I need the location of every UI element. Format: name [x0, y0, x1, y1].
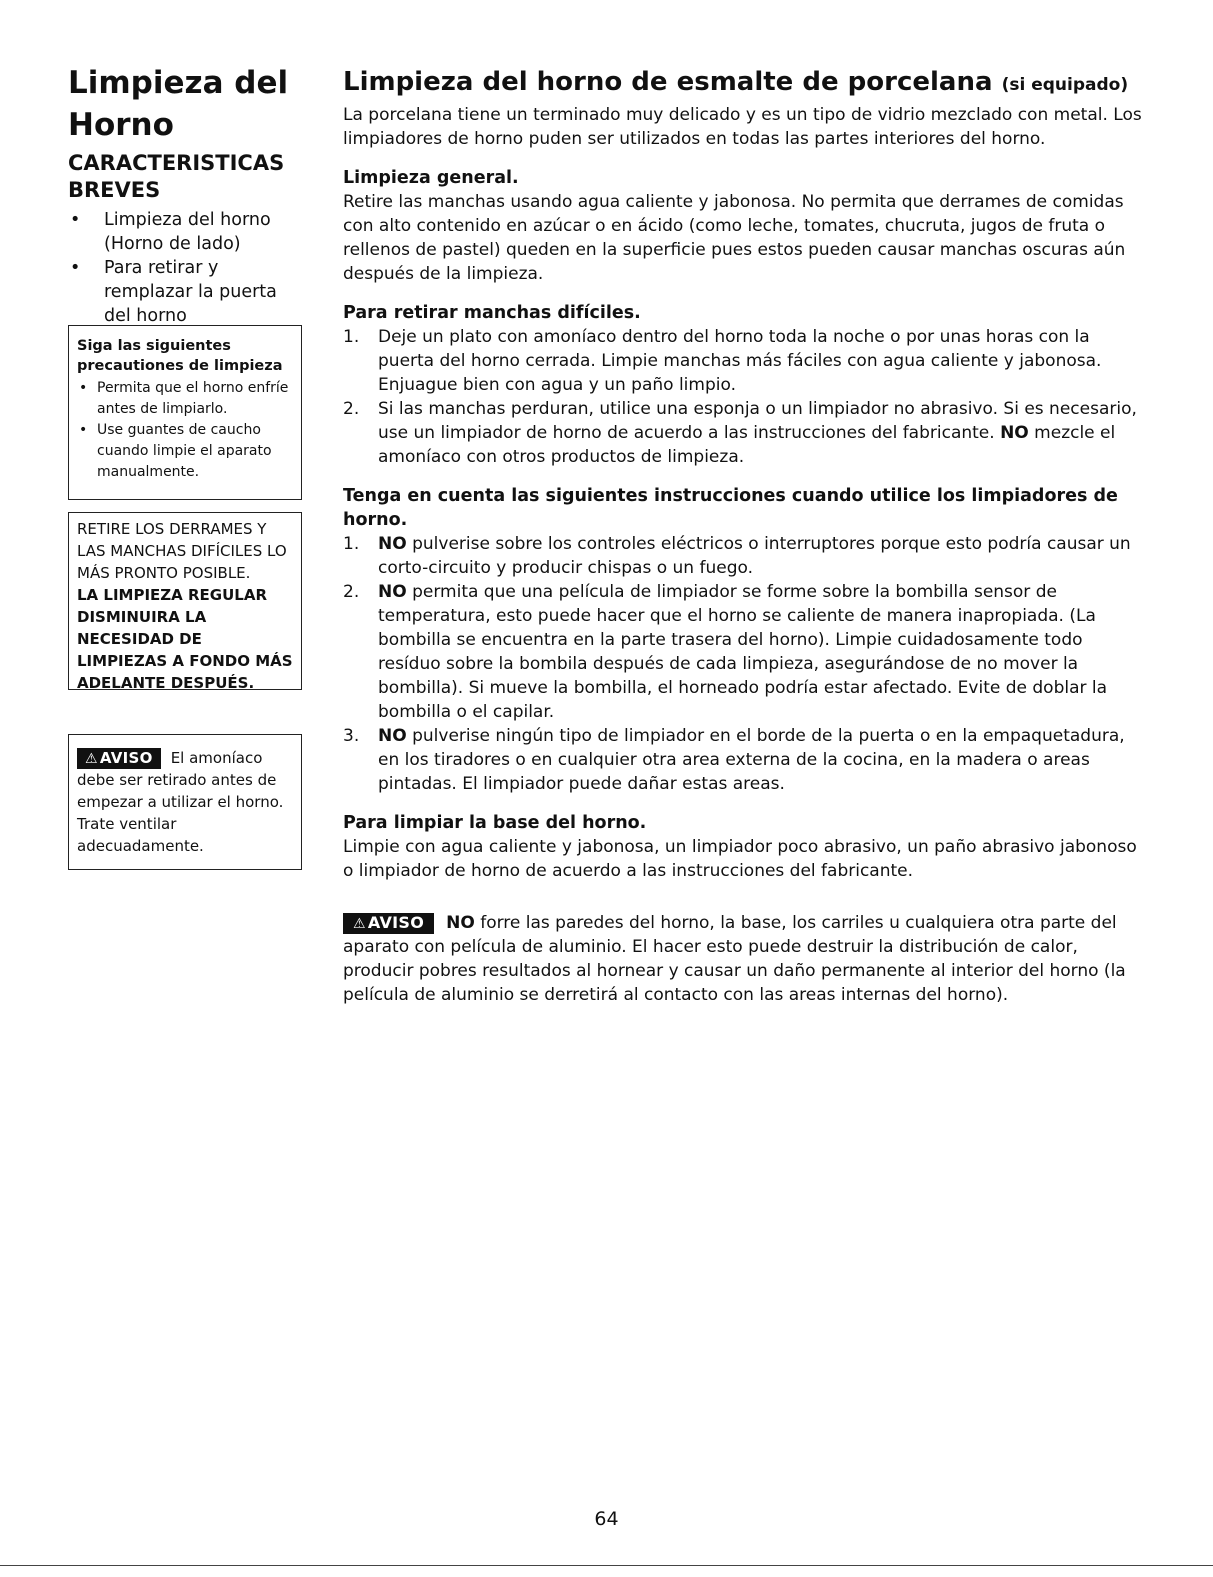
precautions-title: Siga las siguientes precautiones de limpieza [77, 338, 283, 374]
precautions-list [77, 378, 293, 483]
precautions-box [68, 325, 302, 500]
main-title-qualifier: (si equipado) [1001, 75, 1129, 95]
list-item [343, 724, 1148, 796]
features-heading-line1: CARACTERISTICAS [68, 151, 285, 175]
section-title [68, 62, 302, 146]
general-cleaning-text: Retire las manchas usando agua caliente y jabonosa. No permita que derrames de comidas con alto contenido en azúcar o en ácido (como leche, tomates, chucruta, jugos de fruta o rellenos de pastel) queden en la superficie pues estos pueden causar manchas oscuras aún después de la limpieza. [343, 192, 1126, 284]
main-title-text: Limpieza del horno de esmalte de porcelana [343, 67, 993, 97]
main-column [343, 66, 1148, 1007]
spills-note-emphasis: LA LIMPIEZA REGULAR DISMINUIRA LA NECESIDAD DE LIMPIEZAS A FONDO MÁS ADELANTE DESPUÉS. [77, 586, 293, 692]
list-number: 3. [343, 726, 360, 746]
features-heading [68, 150, 302, 204]
spills-note-text: RETIRE LOS DERRAMES Y LAS MANCHAS DIFÍCILES LO MÁS PRONTO POSIBLE. [77, 520, 287, 582]
list-number: 2. [343, 582, 360, 602]
features-heading-line2: BREVES [68, 178, 161, 202]
list-emphasis: NO [1000, 423, 1029, 443]
list-item [343, 325, 1148, 397]
page-bottom-rule [0, 1565, 1213, 1566]
aviso-label: AVISO [367, 913, 425, 932]
warning-emphasis: NO [446, 913, 475, 933]
aluminum-warning [343, 911, 1148, 1007]
feature-item: • Limpieza del horno (Horno de lado) [68, 208, 302, 256]
section-title-line1: Limpieza del [68, 65, 289, 101]
warning-text: forre las paredes del horno, la base, los carriles u cualquiera otra parte del aparato con película de aluminio. El hacer esto puede destruir la distribución de calor, producir pobres resultados al hornear y causar un daño permanente al interior del horno (la película de aluminio se derretirá al contacto con las areas internas del horno). [343, 913, 1126, 1005]
list-text: permita que una película de limpiador se forme sobre la bombilla sensor de temperatura, esto puede hacer que el horno se caliente de manera inapropiada. (La bombilla se encuentra en la parte trasera del horno). Limpie cuidadosamente todo resíduo sobre la bombila después de cada limpieza, asegurándose de no mover la bombilla). Si mueve la bombilla, el horneado podría estar afectado. Evite de doblar la bombilla o el capilar. [378, 582, 1108, 722]
aviso-badge [77, 748, 161, 769]
feature-item: • Para retirar y remplazar la puerta del horno [68, 256, 302, 328]
list-number: 1. [343, 327, 360, 347]
list-text: mezcle el amoníaco con otros productos de limpieza. [378, 423, 1116, 467]
list-emphasis: NO [378, 726, 407, 746]
general-cleaning-heading: Limpieza general. [343, 168, 519, 188]
instructions-list [343, 532, 1148, 796]
list-item [343, 397, 1148, 469]
list-number: 2. [343, 399, 360, 419]
difficult-stains-list [343, 325, 1148, 469]
left-column [68, 62, 302, 328]
list-text: pulverise sobre los controles eléctricos o interruptores porque esto podría causar un corto-circuito y producir chispas o un fuego. [378, 534, 1131, 578]
ammonia-warning-box [68, 734, 302, 870]
list-emphasis: NO [378, 582, 407, 602]
list-text: pulverise ningún tipo de limpiador en el borde de la puerta o en la empaquetadura, en los tiradores o en cualquier otra area externa de la cocina, en la madera o areas pintadas. El limpiador puede dañar estas areas. [378, 726, 1125, 794]
precaution-item: • Use guantes de caucho cuando limpie el aparato manualmente. [77, 420, 293, 483]
main-title [343, 66, 1148, 101]
warning-triangle-icon: ⚠ [353, 916, 366, 932]
intro-paragraph: La porcelana tiene un terminado muy delicado y es un tipo de vidrio mezclado con metal. Los limpiadores de horno puden ser utilizados en todas las partes interiores del horno. [343, 105, 1142, 149]
precaution-item: • Permita que el horno enfríe antes de limpiarlo. [77, 378, 293, 420]
features-list [68, 208, 302, 328]
list-emphasis: NO [378, 534, 407, 554]
page-number: 64 [594, 1508, 619, 1530]
list-item [343, 580, 1148, 724]
instructions-heading: Tenga en cuenta las siguientes instrucciones cuando utilice los limpiadores de horno. [343, 486, 1118, 530]
list-text: Deje un plato con amoníaco dentro del horno toda la noche o por unas horas con la puerta del horno cerrada. Limpie manchas más fáciles con agua caliente y jabonosa. Enjuague bien con agua y un paño limpio. [378, 327, 1102, 395]
aviso-label: AVISO [99, 749, 153, 767]
list-item [343, 532, 1148, 580]
base-cleaning-text: Limpie con agua caliente y jabonosa, un limpiador poco abrasivo, un paño abrasivo jabonoso o limpiador de horno de acuerdo a las instrucciones del fabricante. [343, 837, 1137, 881]
base-cleaning-heading: Para limpiar la base del horno. [343, 813, 647, 833]
list-text: Si las manchas perduran, utilice una esponja o un limpiador no abrasivo. Si es necesario, use un limpiador de horno de acuerdo a las instrucciones del fabricante. [378, 399, 1137, 443]
ammonia-warning-text: El amoníaco debe ser retirado antes de empezar a utilizar el horno. Trate ventilar adecuadamente. [77, 749, 284, 855]
difficult-stains-heading: Para retirar manchas difíciles. [343, 303, 641, 323]
spills-note-box [68, 512, 302, 690]
warning-triangle-icon: ⚠ [85, 751, 98, 767]
list-number: 1. [343, 534, 360, 554]
section-title-line2: Horno [68, 107, 174, 143]
aviso-badge [343, 913, 434, 934]
